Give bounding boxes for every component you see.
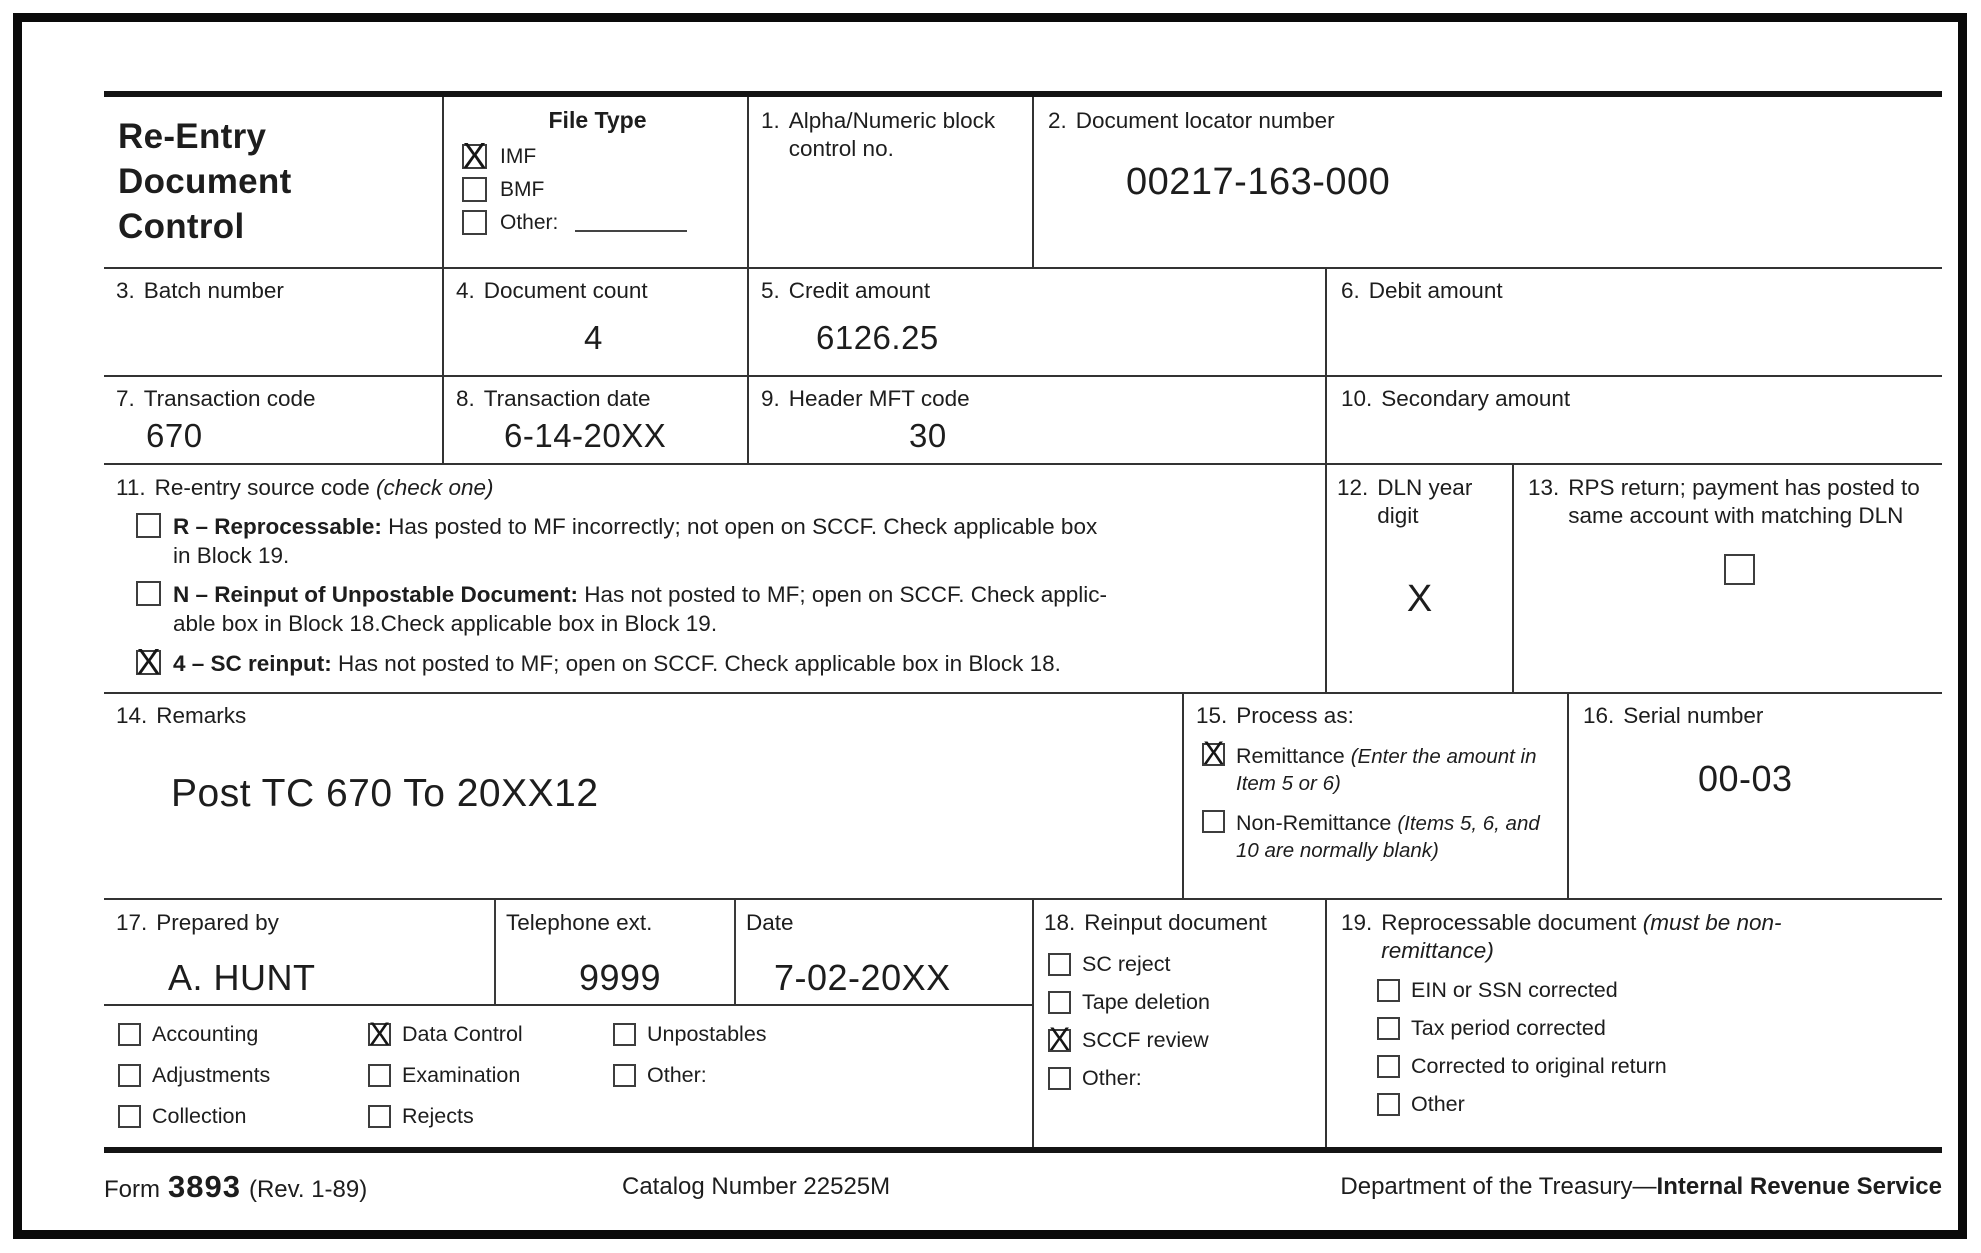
routing-column-2 [368,1015,613,1145]
option-unpostables [613,1022,1032,1047]
option-tax-period-corrected [1377,1016,1850,1041]
r-reprocessable-text: R – Reprocessable: Has posted to MF incorrectly; not open on SCCF. Check applicable box in Block 19. [173,513,1098,568]
adjustments-checkbox[interactable] [118,1064,141,1087]
remittance-text: Remittance (Enter the amount in Item 5 or 6) [1236,743,1537,795]
item5-number: 5. [761,278,780,303]
option-examination [368,1063,613,1088]
item18-number: 18. [1044,910,1076,935]
item4-number: 4. [456,278,475,303]
sccf-review-label: SCCF review [1082,1027,1209,1052]
item16-number: 16. [1583,703,1615,728]
department-line: Department of the Treasury—Internal Revenue Service [1340,1173,1942,1200]
dln-year-digit-label [1337,474,1502,530]
document-count-cell [442,269,747,375]
document-locator-cell [1032,97,1942,267]
form-revision: (Rev. 1-89) [248,1176,368,1203]
item9-label-text: Header MFT code [788,386,970,411]
reinput-other-label: Other: [1082,1065,1142,1090]
bmf-checkbox[interactable] [462,177,487,202]
rejects-checkbox[interactable] [368,1105,391,1128]
r-reprocessable-checkbox[interactable] [136,513,161,538]
item2-label-text: Document locator number [1075,108,1335,133]
routing-column-1 [118,1022,368,1145]
item7-number: 7. [116,386,135,411]
imf-checkbox[interactable] [462,134,487,176]
telephone-ext-value: 9999 [578,956,662,998]
block-control-cell [747,97,1032,267]
process-as-label [1196,702,1557,730]
form-3893 [104,91,1942,1213]
document-count-label [456,277,747,305]
option-data-control [368,1015,613,1052]
item12-label-text: DLN year digit [1377,475,1473,528]
file-type-option-bmf [462,177,733,202]
credit-amount-cell [747,269,1325,375]
item11-check-one-note: (check one) [375,475,494,500]
ein-ssn-corrected-checkbox[interactable] [1377,979,1400,1002]
form-word: Form [104,1176,160,1203]
examination-label: Examination [402,1063,521,1087]
item1-number: 1. [761,108,780,133]
item15-label-text: Process as: [1236,703,1354,728]
document-locator-value: 00217-163-000 [1126,160,1391,203]
remittance-checkbox[interactable] [1202,735,1225,772]
item14-number: 14. [116,703,148,728]
item5-label-text: Credit amount [788,278,931,303]
option-collection [118,1104,368,1129]
header-mft-code-cell [747,377,1325,463]
block-control-label [761,107,1024,163]
data-control-checkbox[interactable] [368,1015,391,1052]
batch-number-label [116,277,442,305]
header-row [104,97,1942,269]
header-mft-code-value: 30 [909,416,947,454]
rps-return-label [1528,474,1928,530]
option-reprocessable-other [1377,1092,1850,1117]
transaction-date-label [456,385,747,413]
reprocessable-other-checkbox[interactable] [1377,1093,1400,1116]
document-count-value: 4 [584,318,603,356]
remittance-checkbox-mark: X [1202,735,1225,772]
header-mft-code-label [761,385,1325,413]
ein-ssn-corrected-label: EIN or SSN corrected [1411,977,1618,1002]
process-as-cell [1182,694,1567,898]
unpostables-checkbox[interactable] [613,1023,636,1046]
reinput-document-cell [1032,900,1325,1147]
tape-deletion-checkbox[interactable] [1048,991,1071,1014]
option-4-sc-reinput [136,640,1309,682]
sc-reinput-checkbox[interactable] [136,640,161,682]
item10-number: 10. [1341,386,1373,411]
item19-number: 19. [1341,910,1373,935]
n-reinput-text: N – Reinput of Unpostable Document: Has not posted to MF; open on SCCF. Check applic- able box in Block 18.Check applicable box in Block 19. [173,582,1108,637]
adjustments-label: Adjustments [152,1063,271,1087]
item16-label-text: Serial number [1623,703,1764,728]
sccf-review-checkbox[interactable] [1048,1021,1071,1058]
file-type-other-write-in-line [575,213,687,232]
routing-other-label: Other: [647,1063,707,1087]
serial-number-value: 00-03 [1698,757,1793,799]
item7-label-text: Transaction code [143,386,316,411]
file-type-label: File Type [548,107,647,133]
option-sc-reject [1048,952,1319,977]
dln-year-digit-value: X [1406,577,1433,620]
file-type-other-label: Other: [500,210,559,234]
prepared-by-block [104,900,1032,1147]
option-sccf-review [1048,1021,1319,1058]
serial-number-cell [1567,694,1942,898]
item3-number: 3. [116,278,135,303]
imf-checkbox-mark: X [462,134,487,176]
option-reinput-other [1048,1066,1319,1091]
reentry-source-code-cell [104,465,1325,692]
reprocessable-options [1377,978,1850,1117]
agency-name: Internal Revenue Service [1656,1173,1942,1200]
reinput-other-checkbox[interactable] [1048,1067,1071,1090]
tape-deletion-label: Tape deletion [1082,989,1210,1014]
file-type-other-checkbox[interactable] [462,210,487,235]
source-code-row [104,465,1942,694]
item8-number: 8. [456,386,475,411]
accounting-label: Accounting [152,1022,259,1046]
option-rejects [368,1104,613,1129]
n-reinput-checkbox[interactable] [136,581,161,606]
item15-number: 15. [1196,703,1228,728]
option-routing-other [613,1063,1032,1088]
remarks-row [104,694,1942,900]
rejects-label: Rejects [402,1104,474,1128]
prepared-by-band [104,900,1032,1006]
item11-number: 11. [116,475,146,500]
routing-other-checkbox[interactable] [613,1064,636,1087]
corrected-to-original-checkbox[interactable] [1377,1055,1400,1078]
prepared-date-cell [734,900,1032,1004]
option-corrected-to-original [1377,1054,1850,1079]
reprocessable-document-cell [1325,900,1860,1147]
bmf-label: BMF [500,177,545,201]
item4-label-text: Document count [483,278,648,303]
item12-number: 12. [1337,475,1369,500]
item10-label-text: Secondary amount [1381,386,1571,411]
transaction-date-cell [442,377,747,463]
item18-label-text: Reinput document [1084,910,1267,935]
item13-number: 13. [1528,475,1560,500]
collection-checkbox[interactable] [118,1105,141,1128]
prepared-date-label: Date [746,910,794,935]
form-title-cell [104,97,442,267]
item3-label-text: Batch number [143,278,284,303]
routing-column-3 [613,1022,1032,1145]
option-remittance [1202,735,1557,797]
reentry-source-code-label [116,474,1309,502]
file-type-option-imf [462,134,733,176]
item2-number: 2. [1048,108,1067,133]
prepared-by-label [116,909,494,937]
item6-number: 6. [1341,278,1360,303]
transaction-date-value: 6-14-20XX [504,416,667,454]
secondary-amount-cell [1325,377,1942,463]
option-n-reinput-unpostable [136,581,1309,639]
debit-amount-label [1341,277,1942,305]
document-locator-label [1048,107,1942,135]
option-ein-ssn-corrected [1377,978,1850,1003]
non-remittance-checkbox[interactable] [1202,810,1225,833]
examination-checkbox[interactable] [368,1064,391,1087]
sc-reinput-checkbox-mark: X [136,640,161,682]
prepared-by-row [104,900,1942,1153]
tax-period-corrected-label: Tax period corrected [1411,1015,1606,1040]
reinput-options [1044,952,1319,1091]
unpostables-label: Unpostables [647,1022,767,1046]
item9-number: 9. [761,386,780,411]
sc-reject-checkbox[interactable] [1048,953,1071,976]
item8-label-text: Transaction date [483,386,651,411]
file-type-option-other [462,210,733,235]
accounting-checkbox[interactable] [118,1023,141,1046]
form-number: 3893 [168,1169,241,1204]
prepared-by-cell [104,900,494,1004]
rps-return-cell [1512,465,1942,692]
dln-year-digit-cell [1325,465,1512,692]
debit-amount-cell [1325,269,1942,375]
prepared-date-value: 7-02-20XX [774,956,951,998]
page-border-frame [13,13,1967,1239]
sc-reject-label: SC reject [1082,951,1171,976]
option-accounting [118,1022,368,1047]
data-control-checkbox-mark: X [368,1015,391,1052]
item19-note: (must be non-remittance) [1381,910,1782,963]
sccf-review-checkbox-mark: X [1048,1021,1071,1058]
option-tape-deletion [1048,990,1319,1015]
telephone-ext-label: Telephone ext. [506,910,653,935]
item17-label-text: Prepared by [156,910,279,935]
option-r-reprocessable [136,513,1309,571]
tax-period-corrected-checkbox[interactable] [1377,1017,1400,1040]
amounts-row-2 [104,377,1942,465]
telephone-ext-cell [494,900,734,1004]
item11-label-text: Re-entry source code (check one) [154,475,494,500]
item14-label-text: Remarks [156,703,247,728]
item6-label-text: Debit amount [1368,278,1503,303]
form-title: Re-Entry Document Control [118,117,292,246]
non-remittance-text: Non-Remittance (Items 5, 6, and 10 are normally blank) [1236,811,1540,863]
reprocessable-document-label [1341,909,1850,965]
routing-checkboxes [104,1006,1032,1145]
catalog-number: Catalog Number 22525M [622,1173,891,1200]
remarks-cell [104,694,1182,898]
amounts-row-1 [104,269,1942,377]
rps-return-checkbox[interactable] [1724,554,1755,585]
data-control-label: Data Control [402,1022,523,1046]
form-footer [104,1153,1942,1213]
transaction-code-cell [104,377,442,463]
transaction-code-value: 670 [146,416,203,454]
collection-label: Collection [152,1104,247,1128]
transaction-code-label [116,385,442,413]
file-type-cell [442,97,747,267]
credit-amount-label [761,277,1325,305]
reprocessable-other-label: Other [1411,1091,1465,1116]
sc-reinput-text: 4 – SC reinput: Has not posted to MF; open on SCCF. Check applicable box in Block 18. [173,651,1061,677]
item13-label-text: RPS return; payment has posted to same account with matching DLN [1568,475,1920,528]
prepared-by-value: A. HUNT [168,956,316,998]
remarks-label [116,702,1182,730]
item1-label-text: Alpha/Numeric block control no. [788,108,996,161]
item19-label-text: Reprocessable document (must be non-remittance) [1381,910,1782,963]
secondary-amount-label [1341,385,1942,413]
remarks-value: Post TC 670 To 20XX12 [171,771,599,815]
item17-number: 17. [116,910,148,935]
option-adjustments [118,1063,368,1088]
imf-label: IMF [500,144,537,168]
serial-number-label [1583,702,1942,730]
credit-amount-value: 6126.25 [816,318,939,356]
corrected-to-original-label: Corrected to original return [1411,1053,1667,1078]
batch-number-cell [104,269,442,375]
option-non-remittance [1202,810,1557,864]
reinput-document-label [1044,909,1319,937]
